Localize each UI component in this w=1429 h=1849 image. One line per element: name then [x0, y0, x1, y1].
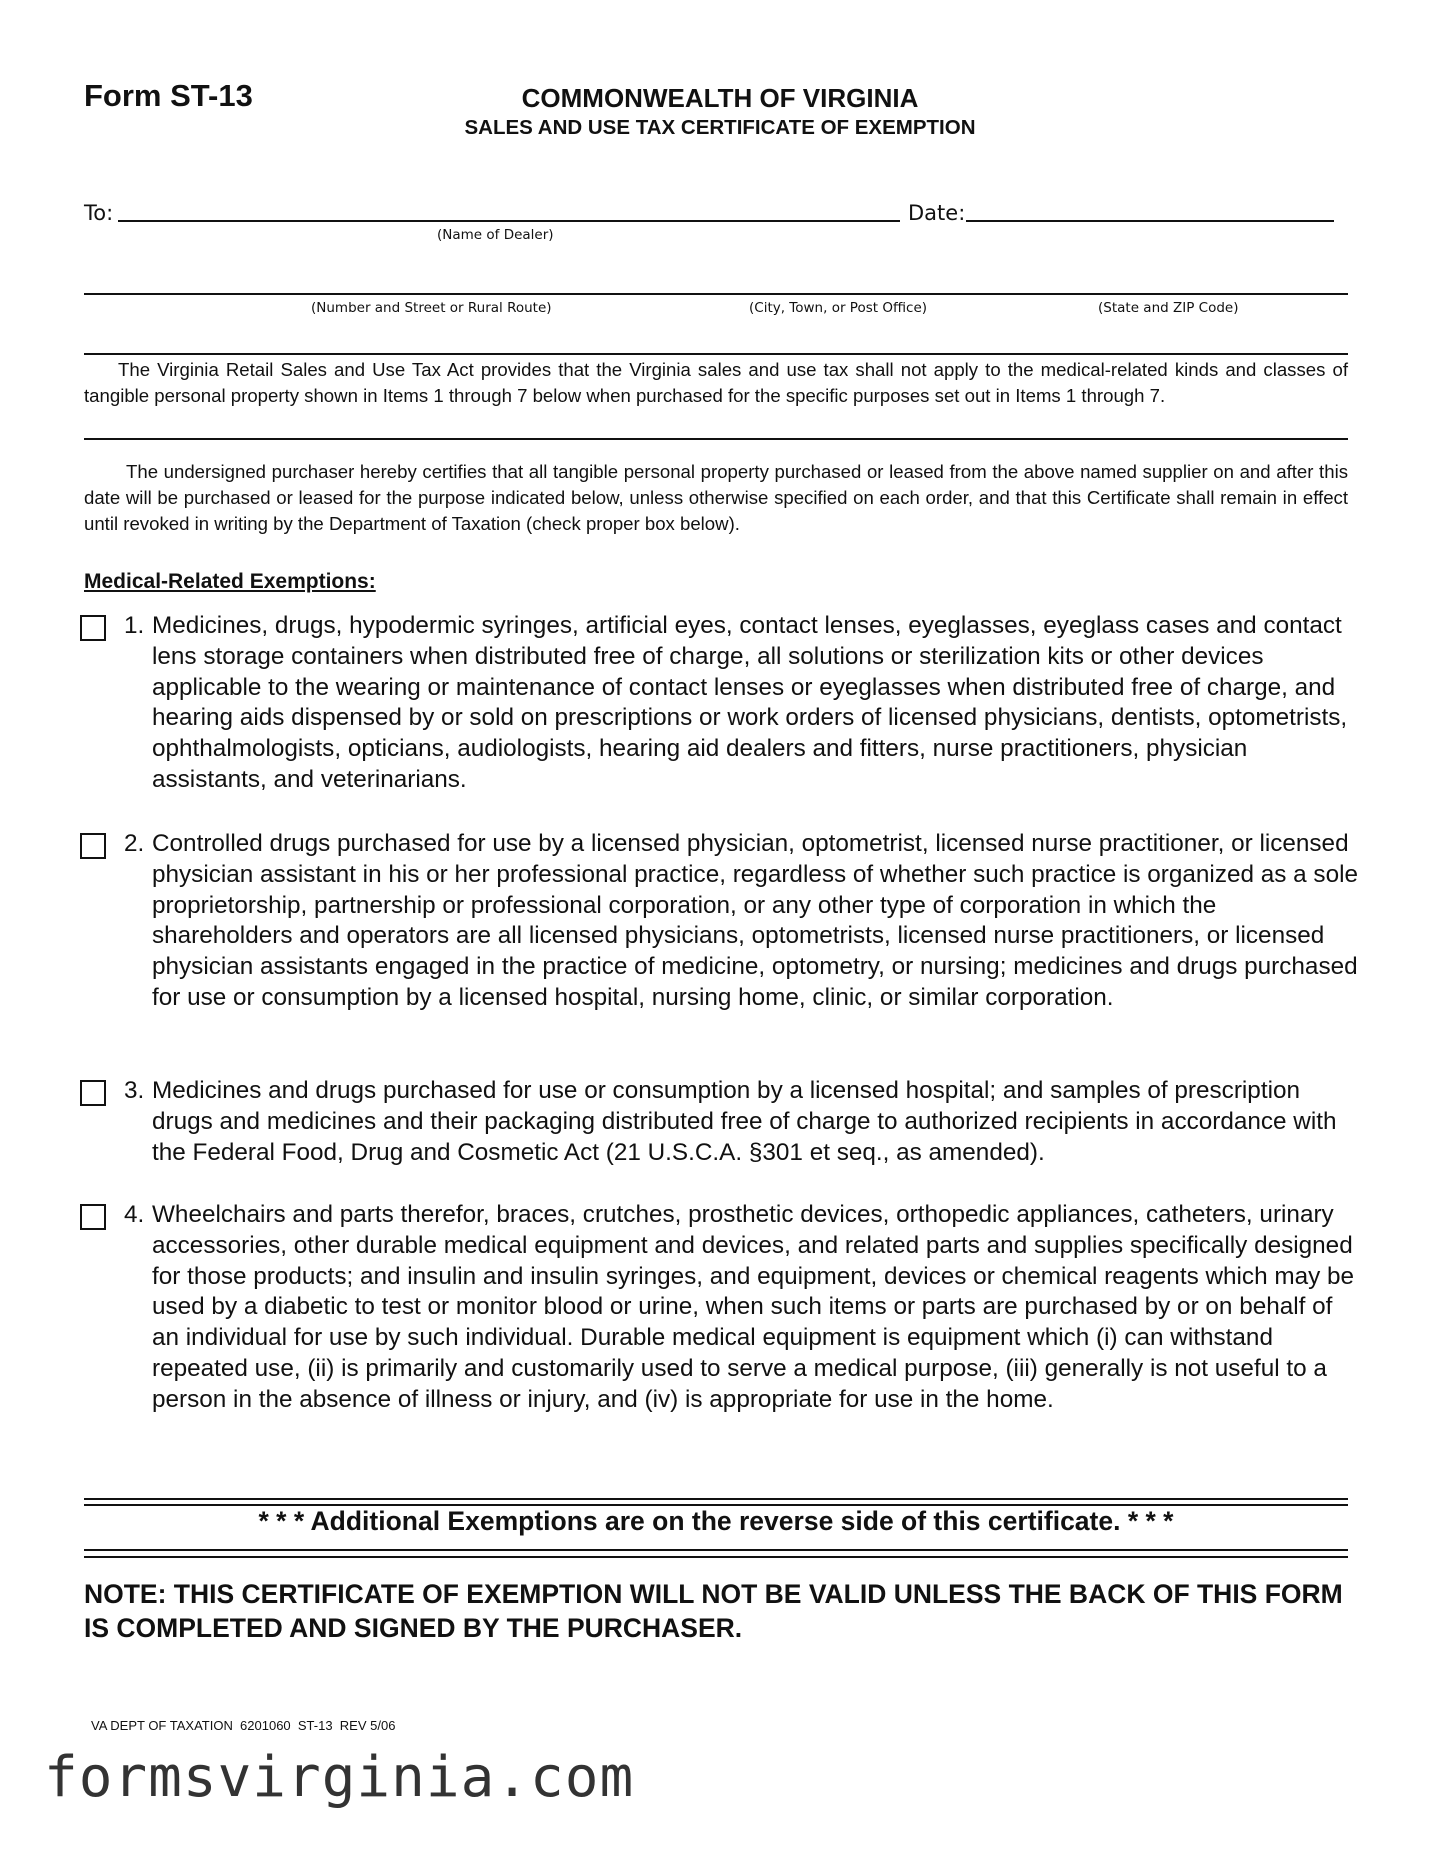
divider	[84, 1549, 1348, 1551]
item-number: 4.	[124, 1201, 145, 1228]
watermark: formsvirginia.com	[44, 1745, 635, 1810]
certify-paragraph: The undersigned purchaser hereby certifies that all tangible personal property purchased or leased from the above named supplier on and after this date will be purchased or leased for the purpose indicated below, unless otherwise specified on each order, and that this Certificate shall remain in effect until revoked in writing by the Department of Taxation (check proper box below).	[84, 461, 1348, 534]
divider	[84, 1556, 1348, 1558]
dealer-caption: (Name of Dealer)	[437, 227, 554, 243]
item-text: Wheelchairs and parts therefor, braces, crutches, prosthetic devices, orthopedic appliances, catheters, urinary accessories, other durable medical equipment and devices, and related parts and supplies specifically designed for those products; and insulin and insulin syringes, and equipment, devices or chemical reagents which may be used by a diabetic to test or monitor blood or urine, when such items or parts are purchased by or on behalf of an individual for use by such individual. Durable medical equipment is equipment which (i) can withstand repeated use, (ii) is primarily and customarily used to serve a medical purpose, (iii) generally is not useful to a person in the absence of illness or injury, and (iv) is appropriate for use in the home.	[152, 1201, 1355, 1413]
divider	[84, 438, 1348, 440]
exemption-item-1	[80, 611, 1360, 796]
street-caption: (Number and Street or Rural Route)	[311, 300, 552, 316]
checkbox[interactable]	[80, 833, 106, 859]
to-label: To:	[84, 201, 114, 225]
checkbox[interactable]	[80, 615, 106, 641]
section-title: Medical-Related Exemptions:	[84, 570, 376, 593]
validity-note: NOTE: THIS CERTIFICATE OF EXEMPTION WILL NOT BE VALID UNLESS THE BACK OF THIS FORM IS COMPLETED AND SIGNED BY THE PURCHASER.	[84, 1579, 1343, 1643]
exemption-item-2	[80, 829, 1360, 1014]
divider	[84, 1498, 1348, 1500]
address-field[interactable]	[84, 293, 1348, 295]
item-text: Medicines and drugs purchased for use or consumption by a licensed hospital; and samples of prescription drugs and medicines and their packaging distributed free of charge to authorized recipients in accordance with the Federal Food, Drug and Cosmetic Act (21 U.S.C.A. §301 et seq., as amended).	[152, 1077, 1337, 1166]
checkbox[interactable]	[80, 1204, 106, 1230]
additional-exemptions-banner: * * * Additional Exemptions are on the reverse side of this certificate. * * *	[258, 1506, 1174, 1536]
page-subtitle: SALES AND USE TAX CERTIFICATE OF EXEMPTION	[464, 116, 976, 139]
divider	[84, 353, 1348, 355]
page-title: COMMONWEALTH OF VIRGINIA	[521, 83, 919, 113]
intro-paragraph: The Virginia Retail Sales and Use Tax Act provides that the Virginia sales and use tax shall not apply to the medical-related kinds and classes of tangible personal property shown in Items 1 through 7 below when purchased for the specific purposes set out in Items 1 through 7.	[84, 359, 1348, 406]
item-text: Medicines, drugs, hypodermic syringes, artificial eyes, contact lenses, eyeglasses, eyeglass cases and contact lens storage containers when distributed free of charge, all solutions or sterilization kits or other devices applicable to the wearing or maintenance of contact lenses or eyeglasses when distributed free of charge, and hearing aids dispensed by or sold on prescriptions or work orders of licensed physicians, dentists, optometrists, ophthalmologists, opticians, audiologists, hearing aid dealers and fitters, nurse practitioners, physician assistants, and veterinarians.	[152, 612, 1348, 793]
form-id: Form ST-13	[84, 78, 253, 113]
date-field[interactable]	[966, 220, 1334, 222]
item-text: Controlled drugs purchased for use by a licensed physician, optometrist, licensed nurse practitioner, or licensed physician assistant in his or her professional practice, regardless of whether such practice is organized as a sole proprietorship, partnership or professional corporation, or any other type of corporation in which the shareholders and operators are all licensed physicians, optometrists, licensed nurse practitioners, or licensed physician assistants engaged in the practice of medicine, optometry, or nursing; medicines and drugs purchased for use or consumption by a licensed hospital, nursing home, clinic, or similar corporation.	[152, 830, 1359, 1011]
date-label: Date:	[908, 201, 966, 225]
item-number: 3.	[124, 1077, 145, 1104]
form-footer: VA DEPT OF TAXATION 6201060 ST-13 REV 5/06	[91, 1718, 396, 1733]
item-number: 1.	[124, 612, 145, 639]
state-zip-caption: (State and ZIP Code)	[1098, 300, 1239, 316]
exemption-item-3	[80, 1076, 1360, 1168]
city-caption: (City, Town, or Post Office)	[749, 300, 928, 316]
checkbox[interactable]	[80, 1080, 106, 1106]
dealer-name-field[interactable]	[118, 220, 900, 222]
item-number: 2.	[124, 830, 145, 857]
exemption-item-4	[80, 1200, 1360, 1416]
